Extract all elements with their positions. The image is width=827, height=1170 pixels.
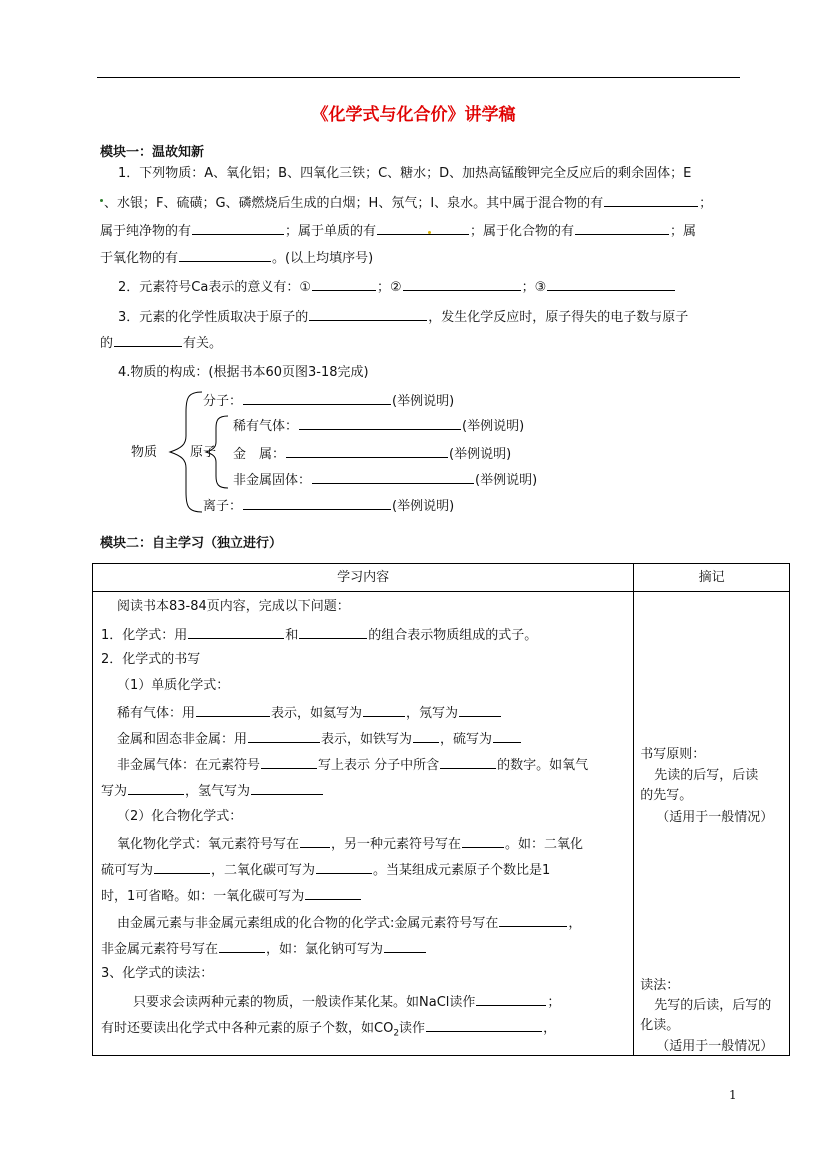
note-write-3: （适用于一般情况） xyxy=(656,810,774,825)
tree-nonmetal: 非金属固体： (举例说明) xyxy=(233,469,537,491)
blank-def-1[interactable] xyxy=(188,624,284,639)
bullet-mark xyxy=(100,199,103,202)
line-co: 时，1可省略。如：一氧化碳可写为 xyxy=(101,885,362,907)
blank-compound[interactable] xyxy=(575,220,669,235)
line-writing: 2．化学式的书写 xyxy=(101,652,201,667)
col-header-notes: 摘记 xyxy=(634,564,790,592)
page-title: 《化学式与化合价》讲学稿 xyxy=(311,105,516,125)
blank-metal-pos[interactable] xyxy=(499,912,567,927)
blank-mixture[interactable] xyxy=(604,192,698,207)
line-oxide-formula: 氧化物化学式：氧元素符号写在 ，另一种元素符号写在 。如：二氧化 xyxy=(117,833,583,855)
blank-h2[interactable] xyxy=(251,780,323,795)
line-noble-gas: 稀有气体：用 表示，如氦写为 ，氖写为 xyxy=(117,702,502,724)
line-metal-solid: 金属和固态非金属：用 表示，如铁写为 ，硫写为 xyxy=(117,728,522,750)
q1-line2: 、水银；F、硫磺；G、磷燃烧后生成的白烟；H、氖气；I、泉水。其中属于混合物的有 ； xyxy=(104,192,712,214)
line-formula-def: 1．化学式：用 和 的组合表示物质组成的式子。 xyxy=(101,624,537,646)
blank-def-2[interactable] xyxy=(299,624,367,639)
note-write-2: 的先写。 xyxy=(640,788,693,803)
line-read-co2: 有时还要读出化学式中各种元素的原子个数，如$CO_2$读作 ， xyxy=(101,1017,556,1044)
tree-root: 物质 xyxy=(131,445,158,460)
blank-co[interactable] xyxy=(305,885,361,900)
blank-nacl[interactable] xyxy=(384,938,426,953)
blank-element[interactable] xyxy=(377,220,469,235)
blank-pure[interactable] xyxy=(192,220,284,235)
q1-line1: 1．下列物质：A、氧化铝；B、四氧化三铁；C、糖水；D、加热高锰酸钾完全反应后的剩余固体；E xyxy=(118,166,692,181)
study-table xyxy=(92,563,790,1056)
tree-noble: 稀有气体： (举例说明) xyxy=(233,415,524,437)
module1-heading: 模块一：温故知新 xyxy=(100,145,205,160)
line-read-two-elements: 只要求会读两种元素的物质，一般读作某化某。如NaCl读作 ； xyxy=(133,991,560,1013)
blank-other-position[interactable] xyxy=(462,833,504,848)
blank-ca-1[interactable] xyxy=(312,276,376,291)
blank-atom-property[interactable] xyxy=(309,306,427,321)
blank-nonmetal[interactable] xyxy=(312,469,474,484)
q3-line2: 的 有关。 xyxy=(100,332,222,354)
line-oxygen-hydrogen: 写为 ，氢气写为 xyxy=(101,780,324,802)
blank-noble[interactable] xyxy=(299,415,461,430)
note-read-2: 化读。 xyxy=(640,1018,680,1033)
q4-line: 4.物质的构成：(根据书本60页图3-18完成) xyxy=(118,365,369,380)
blank-metal-method[interactable] xyxy=(248,728,320,743)
q1-line4: 于氧化物的有 。(以上均填序号) xyxy=(100,247,373,269)
page-number: 1 xyxy=(729,1088,737,1102)
blank-oxide[interactable] xyxy=(179,247,271,262)
line-metal-nonmetal: 由金属元素与非金属元素组成的化合物的化学式:金属元素符号写在 ， xyxy=(117,912,581,934)
note-read-1: 先写的后读，后写的 xyxy=(654,998,772,1013)
blank-atom-electron[interactable] xyxy=(114,332,182,347)
blank-o-position[interactable] xyxy=(300,833,330,848)
tree-metal: 金 属： (举例说明) xyxy=(233,443,511,465)
q2-line: 2．元素符号Ca表示的意义有：① ；② ；③ xyxy=(118,276,676,298)
line-element-formula: （1）单质化学式： xyxy=(117,678,230,693)
blank-nacl-read[interactable] xyxy=(476,991,546,1006)
blank-fe[interactable] xyxy=(413,728,439,743)
note-read-title: 读法： xyxy=(640,978,680,993)
blank-molecule[interactable] xyxy=(243,390,391,405)
blank-co2-read[interactable] xyxy=(426,1017,542,1032)
line-nacl: 非金属元素符号写在 ，如：氯化钠可写为 xyxy=(101,938,427,960)
note-write-1: 先读的后写，后读 xyxy=(654,768,759,783)
blank-count[interactable] xyxy=(440,754,496,769)
blank-ion[interactable] xyxy=(243,495,391,510)
blank-nonmetal-pos[interactable] xyxy=(219,938,265,953)
blank-ca-2[interactable] xyxy=(403,276,521,291)
blank-ne[interactable] xyxy=(459,702,501,717)
blank-he[interactable] xyxy=(363,702,405,717)
line-compound-formula: （2）化合物化学式： xyxy=(117,809,243,824)
note-write-title: 书写原则： xyxy=(640,747,706,762)
blank-s[interactable] xyxy=(493,728,521,743)
line-read-book: 阅读书本83-84页内容，完成以下问题： xyxy=(117,599,350,614)
blank-ca-3[interactable] xyxy=(547,276,675,291)
line-so2-co2: 硫可写为 ，二氧化碳可写为 。当某组成元素原子个数比是1 xyxy=(101,859,550,881)
q3-line1: 3．元素的化学性质取决于原子的 ，发生化学反应时，原子得失的电子数与原子 xyxy=(118,306,688,328)
q1-line3: 属于纯净物的有 ；属于单质的有 ；属于化合物的有 ；属 xyxy=(100,220,696,242)
header-rule xyxy=(97,77,740,78)
blank-metal[interactable] xyxy=(286,443,448,458)
blank-o2[interactable] xyxy=(128,780,184,795)
col-header-content: 学习内容 xyxy=(93,564,634,592)
notes-cell xyxy=(634,592,790,1056)
line-reading: 3、化学式的读法： xyxy=(101,966,214,981)
stray-mark xyxy=(428,231,431,234)
tree-ion: 离子： (举例说明) xyxy=(203,495,454,517)
tree-molecule: 分子： (举例说明) xyxy=(203,390,454,412)
blank-co2[interactable] xyxy=(316,859,372,874)
blank-position[interactable] xyxy=(261,754,317,769)
blank-noble-method[interactable] xyxy=(196,702,270,717)
module2-heading: 模块二：自主学习（独立进行） xyxy=(100,536,283,551)
tree-atom: 原子 xyxy=(190,445,217,460)
note-read-3: （适用于一般情况） xyxy=(656,1039,774,1054)
blank-so2[interactable] xyxy=(154,859,210,874)
content-cell xyxy=(93,592,634,1056)
line-nonmetal-gas: 非金属气体：在元素符号 写上表示 分子中所含 的数字。如氧气 xyxy=(117,754,588,776)
